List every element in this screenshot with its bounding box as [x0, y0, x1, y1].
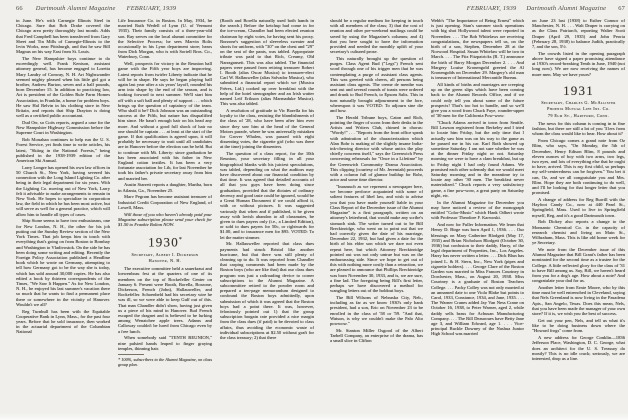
paragraph: Austin Starrett reports a daughter, Martha, born in Atlanta, Ga., November 25. — [118, 182, 212, 193]
secretary-address: 79 Elm St., Hartford, Conn. — [547, 113, 610, 119]
magazine-title: Dartmouth Alumni Magazine — [35, 5, 116, 12]
paragraph: Larry Longre has opened his own law offices in 50 Church St., New York, having severed his connection with the Long Island Lighting Co. after being in their legal department for six years. With the Lighting Co. moving out of New York, Larry felt it advisable to make arrangements to remain in New York. He hopes to specialize in corporation law, the field in which he has been most active, but will serve as well for a general practice, which will allow him to handle all types of cases. — [16, 164, 110, 217]
paragraph: Bob Monahan continues to help run the U. S. Forest Service, yet finds time to write articles, his latest, "Skiing in the National Forests," being published in the 1938-1939 edition of the American Ski Annual. — [16, 137, 110, 164]
page-number: 67 — [618, 5, 625, 12]
issue-date: FEBRUARY, 1939 — [466, 5, 517, 12]
paragraph: All kinds of births and marriages are creeping up on the green slips which have been coming back to the Alumni Records Office, and if we could only tell you about some of the future prospects! That's too hot to handle, and so we'll give you a word from Chuck Faye, rounder-upper of '30 men for the California Pow-wow: — [431, 82, 524, 119]
page-left — [16, 5, 314, 395]
secretary-company: Phoenix Mutual Life Ins. Co. — [547, 106, 610, 112]
secretary-name: Secretary, Albert I. Dickerson — [131, 251, 199, 257]
paragraph: Get out your pen, Nels, and tell us what it's like to be doing business down where the "Howard frogs" come from. — [532, 317, 625, 334]
class-year-heading-1931: 1931 — [563, 82, 594, 98]
page-right — [330, 5, 625, 395]
paragraph: Webb's "The Importance of Being Ernest" which is just opening. Stan's summer stock operations with big shot Hollywood talent were reported in November. . . . The Bob Whitelaws are receiving congratulations, the newspapers tell us, on the birth of a son, Stephen, December 28 at the Norwood Hospital. Susan Whitelaw will be two in March. . . . The Fitz Fitzpatricks (R. T.) announce the birth of Barry Morgan December 2. . . . And Margery Louise Kronengold greeted the Al Kronengolds on December 29. Margery's old man is treasurer of International Mercantile Bureau. — [431, 18, 524, 81]
paragraph: "Chuck Adams arrived in town from Seattle. Bill Lawson registered from Berkeley and I tried to locate him Friday, but the only time that I actually saw him was on his way to the game as he passed me in his car. Karl Roth showed up sometime Saturday. I am not sure whether he was at the dinner Friday night or not. Saturday morning we were to have a clam breakfast, but up to Friday night I had only found Adams. We promised each other solemnly that we would meet Saturday morning and in the meantime try to locate any other '30 men. The breakfast never materialized." Chuck reports a very satisfactory game, a fine pow-wow, a great party on Saturday night, etc. — [431, 120, 524, 198]
paragraph: Well, prospects for victory in the Reunion ball game with the Fifth year boys are improving. Latest reports from twirler Liberty indicate that he will be in shape. He says he began playing ball again last year after a six years' layoff, rounded his arm into shape by the end of the season, and is looking forward to next summer. We'll start him off with a soft ball and plenty of support . . . which brings up the question of captaincy of the team. Who shall it be? Dick Johnson was an outstanding success at the Fifth, but nature has disqualified him since. He hasn't enough hair on his head any more. And without a good full shock of hair no one should be captain . . . at least at the start of the game. If that qualification is agreed upon, it will probably be necessary to wait until all candidates are in Hanover before the election can be held. But to continue with Mt. Liberty: since graduation he has been associated with his father in New England cotton textiles. It has been a very fortunate association for Lib, for last November he took his father's private secretary away from him and married her. — [118, 61, 212, 181]
right-page-columns — [330, 18, 625, 395]
paragraph: Another letter from Ernie Moore, who by this time must be well entrenched in Cleveland, saying that Nels Greenland is now living in the Pasadena Apts., San Angelo, Texas. Does this mean, Nels, that you have been made the manager of your own store? If it is, we wish you the best of success. — [532, 285, 625, 317]
left-column-2 — [118, 18, 212, 395]
footnote: * 100%, subscribers to the Alumni Magazine, on class group plan. — [118, 357, 212, 368]
group-plan-marker: * — [178, 237, 182, 244]
paragraph: "Inasmuch as we represent a newspaper here, we become perforce acquainted with some of salient features of libel law, and wish to advise you that you have made yourself liable in your Class Report of the December issue of the Alumni Magazine" is a first paragraph, written on an attorney's letterhead, that would make any scribe's stomach sink. The writer turned out to be Bill Breckinridge, who went on to point out that we had correctly given the date of his marriage, December 22, 1932, but had given a date for the birth of his elder son which we dare not even repeat here, but which Attorney Breckinridge pointed out was not only untrue but was on the embarrassing side. Since we hope to get out of this with nothing more costly than a retraction, we are pleased to announce that Phillips Breckinridge was born November 30, 1933, and is, we are sure, a fine lad. The foregoing being Bill's first letter, perhaps we have discovered a method for wangling letters out of the holdout boys. — [330, 184, 423, 294]
paragraph: A new address for George Conklin—1836 Jefferson Place, Washington, D. C. George, what does an architect for the U. S. Treasury do mostly? This is no idle crack; seriously, we are interested, drop us a line. — [532, 335, 625, 361]
issue-date: FEBRUARY, 1939 — [126, 5, 177, 12]
secretary-name: Secretary, Charles G. McAllister — [541, 99, 616, 105]
paragraph: The New Hampshire boys continue to do exceedingly well. Frank Kenison, assistant attorney general, has become engaged to Loretta Mary Landry of Conway, N. H. Art Nighswander seemed mighty pleased when his little girl got a brother, Andrew Burton, seven and a half pounds, born December 15. In addition to practicing law, Art is president of the Golden Rule Farm Homes Association, in Franklin, a home for problem boys. He saw Hal Belvin in his clothing store in New Britain, and reports that Ship Drayton is doing well as a certified public accountant. — [16, 56, 110, 119]
paragraph: The question of a class report, for the 10th Reunion, your secretary filling in all your biographical blanks with his juiciest speculations, was tabled, depending on what the auditors may have discovered about our financial condition by that time. It was agreed that detailed accounts of all that you guys have been doing since graduation, provided that the dictates of ordinary decency and good taste could be ignored, would be a Great Human Document if we could afford it, with or without pictures. It was suggested variously that when and if published, it be given away with lavish abandon to all classmates, be given to dues payers only (i.e., a Limited Edition), or sold to dues payers for 50c, or rightwards for $1.00, and to insurance men for $95. VOTED: To let the matter simmer. — [220, 151, 314, 240]
page-number: 66 — [16, 5, 23, 12]
paragraph: When somebody said "TENTH REUNION," nine palsied hands leaped to finger graying temples, thinning hair. — [118, 335, 212, 351]
paragraph: The news for this column is coming in in fine fashion, but there are still a lot of you '31ers from whom the class would like to hear. How about it? — [532, 121, 625, 137]
paragraph: And now for Fuller Information. We learn that Henry D. Birge was born April 1, 1936. . . . Our blessings on Mary Catherine Blodgett (May 17, 1935) and Brian Nicholson Blodgett (October 30, 1936) but confusion to their daddy, Harry, of the legal department of Properties, Inc., Los Angeles. Harry has never written a letter. . . . Dick Blun has joined L. & H. Stern, Inc., New York (pipes and cigarette holders). . . . George Clare of the Boston Garden was married to Miss Frances Courtney in Dorchester, Mass., on August 20, 1938. Miss Courtney is a graduate of Boston Teachers College. . . . Packy Colley was not only married at an unnamed date to one Viola Blake but points to Carol, 1933, Constance, 1934, and Jane, 1935. . . . The Warner Cranes added Jay Van Ness Crane on October 16, 1938, to Peter Warner, aged 2, while daddy sells brass for Achusan Manufacturing Company. . . . The Bill Deauroues have Betty Jane age 3, and William Edward, age 1. . . . Vice-principal Buckle Downey of the Nashua Junior High School was married — [431, 222, 524, 337]
paragraph: The crowds listed in the opening paragraph above have signed a paper promising attendance at 1930's record-breaking Tenth in June, 1940 (not long now). We are now receiving the names of more men. May we have yours? — [532, 50, 625, 77]
right-column-1 — [330, 18, 423, 395]
secretary-address: Hanover, N. H. — [148, 258, 182, 264]
paragraph: Mr. Hallauweller reported that class dues payments had struck Bristol like another hurricane, but that there was still plenty of cleaning up to do. It was reported from Chandler that carping comments had been made by the Boston boys (who are like that) that our class dues program was just a railroading device to corner subscriptions to the Alumni Magazine. A subcommittee retired to the powder room and prepared a ten-page memorandum designed to confound the Boston boys admittedly, upon submission of which it was agreed that the Boston boys had a point there. It was, however, feloniously pointed out 1) that the group subscription bargain rate provided a nice margin from the class dues (if paid) to be devoted to class affairs, thus avoiding the economic waste of individual subscriptions at $2.50 without graft for the class treasury; 2) that there — [220, 241, 314, 340]
paragraph: In the Alumni Magazine for December you may have noticed a review of the monograph entitled "Color-Music" which Hank Odbert wrote with Professor Theodore F. Karwoski. — [431, 199, 524, 221]
paragraph: The Herald Tribune boys, Caton and Rich, pointing the finger of scorn from their desks in the Artists and Writers Club, chimed in chorus: "Wordy!" . . . "Reports from the front office speak with admiration of the characterization which Alan Bohr is making of the slightly insane India-ink-chewing director with whose antics the play chiefly concerns itself," says the Greenwich Press concerning rehearsals for "Once in a Lifetime" by the Greenwich Community Drama Association. This clipping (courtesy of Mr. Jeremiah) proceeds with a column full of glamor buildup for Bohr, actor and some time director. — [330, 114, 423, 183]
page-header-left — [16, 5, 314, 13]
paragraph: Marv Pegram has become assistant treasurer of Industrial Credit Corporation of New England, of Lowell, Mass. — [118, 194, 212, 210]
magazine-title: Dartmouth Alumni Magazine — [526, 5, 607, 12]
paragraph: Mr. Stanton Miller Osgood of the Albert Tarbell Company, an enterprise of the drama, has a small slice in Clifton — [330, 327, 423, 344]
left-column-3 — [220, 18, 314, 395]
paragraph: Reg Turnbull has been with the Equitable Cooperative Bank in Lynn, Mass., for the past four years. Before that he sold insurance, then worked in the actuarial department of the Columbian National — [16, 308, 110, 335]
subscription-notice: Will those of you who haven't already paid your Magazine subscription please send your check for $1.50 to Frankie Bolton NOW. — [118, 211, 212, 228]
paragraph: Bob Dickey also reports a change to the Monsanto Chemical Co. in the capacity of research chemist and living on Main St., Wilbraham, Mass. This is like old home week for ye Secretary. — [532, 219, 625, 246]
paragraph: A change of address for Reg Burrill with the Hayfoot Candy Co., now at 440 Pearl St., Springfield, Mass. Used to live in Springfield myself, Reg, and it's a good Dartmouth town. — [532, 197, 625, 218]
paragraph: A resolution of gratitude to Vic Borella for his loyalty to the class, resisting the blandishments of the class of '28, who have been after him ever since they saw him at the head of the General Motors parade, where he was universally mistaken for Grover Whalen, was passed with eight dissenting votes, the cigarette girl (who was there at the time) joining the dissenters. — [220, 108, 314, 150]
right-column-2 — [431, 18, 524, 395]
paragraph: should be a regular medium for keeping in touch with all members of the class; 3) that the cost of reunion and other pre-weekend mailings could be saved by using the Magazine's columns; and 4) that you here sought to have the information provided and needed the monthly uplift of your secretary's cultured prose. — [330, 18, 423, 55]
paragraph: The executive committee held a sauerkraut and loewenbrau fest at the quarters of one of its members on the top of Rockefeller Center on January 6. Present were Booth, Borella, Borzone, Dickerson, French (John), Hallauweller, and Rockefeller. Schoenbeld had his secretary wire he was ill, so we were able to keep Gulf out of this. That man Chandler didn't show, having just given us a piece of his mind in Hanover. Bud French escaped the dragnet and is believed to be lurking among Wenatchee apple trees. Adams and Calloway couldn't be lured from Chicago even by a free lunch. — [118, 266, 212, 334]
paragraph: on June 23 last (1938) to Esther Connor of Manchester, N. H. . . . Walt Draper is carrying on as the Class Patriarch, reporting Walter Scott Draper (April 29, 1935) and John Peoria (February 28, 1938) to balance Judith, practically 7, and the son, 5½. — [532, 18, 625, 50]
paragraph: in June. He's with Carnegie Illinois Steel in Chicago. Sure that Bob Drake covered the Chicago area pretty thoroughly last month. Adds that Fred Campbell has been transferred from Gary Sheet and Tin Mills of Carnegie-Illinois to the Irvin Works, near Pittsburgh, and that he saw Bill Magnus on his way East from St. Louis. — [16, 18, 110, 55]
left-column-1 — [16, 18, 110, 395]
paragraph: This naturally brought up the question of purges. Class Agent Bud ("Legs") French sent word through one of his trigger men that he was contemplating a purge of assistant class agents. This was greeted with cheers, all persons being assistant class agents. The creme de menthe was sent out and several rounds of toasts were ordered and drunk to Bud French, to Epsom Salts. This in turn naturally brought adjournment to the fore, whereupon it was VOTED: To adjourn sine die and how. — [330, 56, 423, 114]
paragraph: The Bill Wilsons of Nebraska City, Neb., including as far as we know 1930's only bank president, had a son, Eric on November 23 to be enrolled in the class of '58 or '59. "And that, Watson, is why we couldn't make the Palo Alto powwow." — [330, 294, 423, 326]
page-header-right — [330, 5, 625, 13]
paragraph: Dud Orr, so Coös reports, argued a case for the New Hampshire Highway Commission before the Supreme Court in Washington. — [16, 120, 110, 136]
paragraph: Life Insurance Co. in Boston. In May, 1934, he married Ruth Wedell of Lynn (U. of Vermont 1935). Their family consists of a three-year-old son. Ray serves on the local alumni committee for the Selective Process; he sees Marvin Bolts occasionally in his Lynn department store; hears from Dick Morgan, who is with Sortell Bros. Co., Waterbury, Conn. — [118, 18, 212, 60]
paragraph: From Chicago comes a grand note from Oz Blim, who says, "On Monday, the 5th of December, Henry Edison Blim, 8 pounds and eleven ounces of boy with two arms, two legs, two eyes, and lots of everything else that he ought to have, arrived. This is my first child, so perhaps my self-centeredness can be forgiven." You bet it can, Oz, and we all congratulate you and Mrs. Blim. Hope they are both continuing to do well, and I'll be looking for that longer letter that you promised. — [532, 138, 625, 196]
right-column-3 — [532, 18, 625, 395]
paragraph: Ship Stone seems to have two enthusiasms, one for New London, N. H., the other for his job putting out the Sunday Review section of the New York Times. That job keeps him in touch with everything that's going on from Boston to Bombay and Washington to Vladivostok. On the side he has been doing some writing and editing. Recently the Foreign Policy Association published a Headline book which he wrote on Germany, attempting to tell how Germany got to be the way she is today, which has sold around 30,000 copies. He has also edited a book by thirteen correspondents of the Times, "We Saw It Happen." As for New London, N. H., he enjoyed his last summer's vacation there so much that he wants to find a permanent place there or somewhere in the vicinity of Hanover. Wouldn't we all? — [16, 218, 110, 307]
footnote-rule — [118, 354, 144, 355]
paragraph: We note from the December issue of this Alumni Magazine that Bill Grant's father has been nominated for the second time as a trustee for the College. A little reflected glory for the class of '31 to have Bill among us. Say, Bill, we haven't heard from you for a dog's age. How about a note? And congratulate your dad for us. — [532, 247, 625, 284]
paragraph: (Booth and Borella naturally used both hands in the search.) Before the ketchup had come in for the ice-cream, Chandler had been elected reunion chairman by eight votes, he having sent his proxy. Borzone's suggestion of sleeveless sweater and shorts for uniform, with "30" on the chest and "29" on the seat of the pants, was tabled. Appropriate tribute was paid to that Rich, Creamy, Old Narragansett. This was also tabled. The financial papers were passed from retiring treasurer Robert I. Booth (alias Oscar Musica) to treasurer-elect Carl W. Hallauweller (alias Salvador Musica), who submitted a financial report which we (Musica Frères, Ltd.) cooked up over breakfast with the help of the hotel stenographer and an Irish waiter named Leif Erikson (alias Marmaduke Musica). This was also tabled. — [220, 18, 314, 107]
left-page-columns — [16, 18, 314, 395]
class-year-heading-1930: 1930* — [148, 234, 182, 250]
